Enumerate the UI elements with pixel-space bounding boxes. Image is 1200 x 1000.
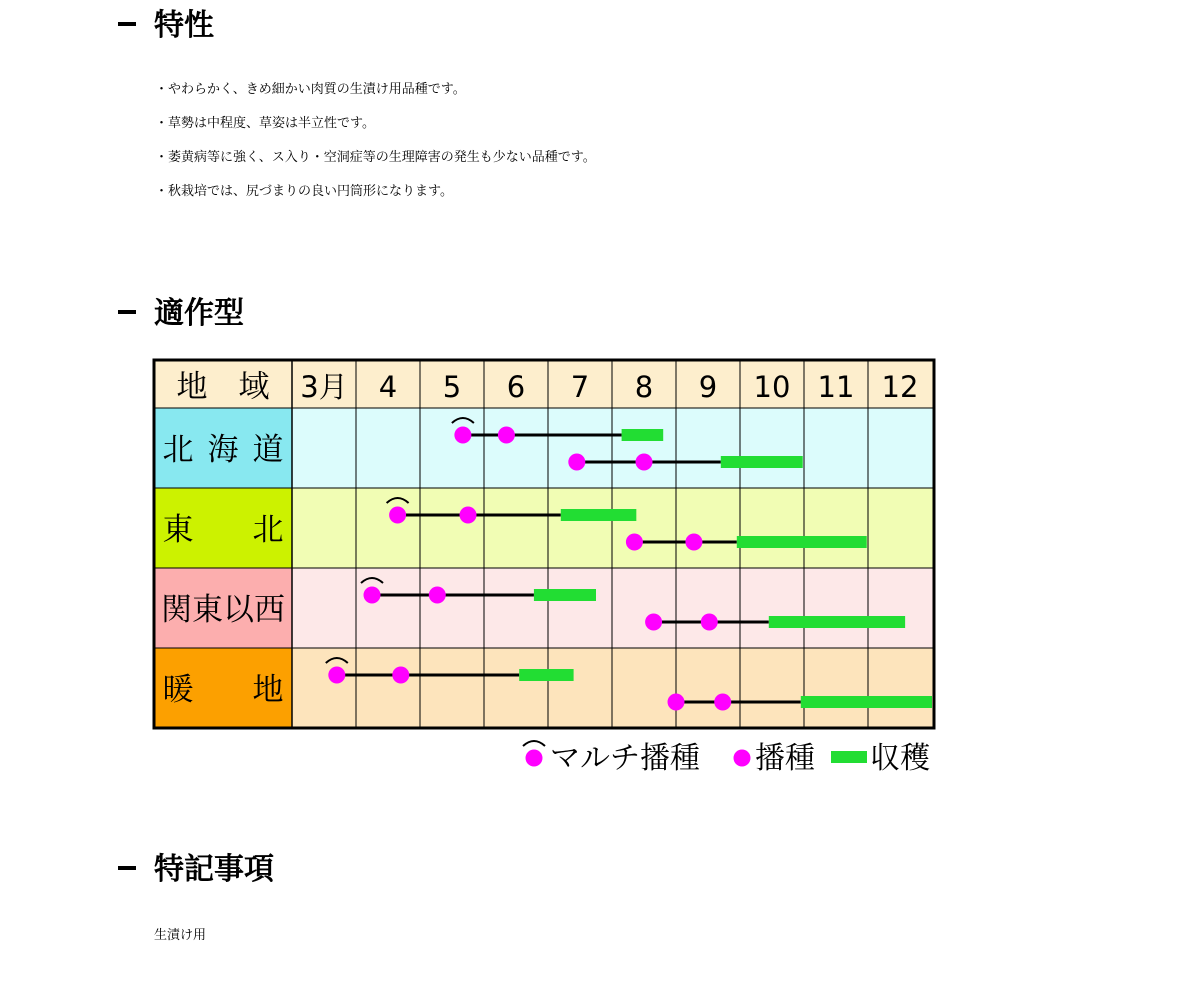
legend-label: 播種 [755,741,815,776]
region-row-bg [292,648,934,728]
month-label: 8 [634,370,654,404]
characteristics-list [155,78,596,214]
cropping-heading [118,294,244,334]
month-label: 10 [753,370,791,404]
sowing-point [626,534,643,551]
harvest-bar [721,456,803,468]
harvest-bar [769,616,905,628]
region-label: 海 [207,432,239,468]
notes-text: 生漬け用 [154,928,207,943]
region-row-bg [292,568,934,648]
sowing-point [429,587,446,604]
sowing-point [498,427,515,444]
month-label: 4 [378,370,398,404]
sowing-point [460,507,477,524]
region-label: 暖 [162,672,194,708]
header-label: 地 域 [176,369,270,405]
sowing-point [636,454,653,471]
list-item: ・秋栽培では、尻づまりの良い円筒形になります。 [155,184,453,199]
region-row-bg [292,488,934,568]
harvest-bar [534,589,596,601]
legend-harvest-bar [831,751,867,763]
heading-dash [118,310,136,314]
sowing-point [701,614,718,631]
harvest-bar [622,429,664,441]
heading-dash [118,22,136,26]
month-label: 6 [506,370,526,404]
sowing-point [645,614,662,631]
legend-label: マルチ播種 [550,741,700,776]
notes-heading [118,850,274,890]
harvest-bar [801,696,932,708]
month-label: 5 [442,370,462,404]
harvest-bar [519,669,573,681]
legend-label: 収穫 [870,741,930,776]
list-item: ・やわらかく、きめ細かい肉質の生漬け用品種です。 [155,82,466,97]
month-label: 7 [570,370,590,404]
sowing-point [568,454,585,471]
sowing-point [392,667,409,684]
legend-mulch-dot [526,750,543,767]
sowing-point [714,694,731,711]
sowing-point [364,587,381,604]
cropping-title: 適作型 [154,296,244,331]
region-row-bg [292,408,934,488]
harvest-bar [561,509,637,521]
legend-sow-dot [734,750,751,767]
region-label: 東 [162,512,194,548]
list-item: ・草勢は中程度、草姿は半立性です。 [155,116,375,131]
month-label: 3月 [300,370,348,404]
characteristics-title: 特性 [154,8,214,43]
harvest-bar [737,536,867,548]
region-label: 北 [252,512,284,548]
sowing-point [685,534,702,551]
sowing-point [389,507,406,524]
sowing-point [328,667,345,684]
sowing-point [668,694,685,711]
cropping-schedule-chart [152,358,938,776]
characteristics-heading [118,6,214,46]
month-label: 9 [698,370,718,404]
month-label: 11 [817,370,855,404]
region-label: 地 [252,672,284,708]
sowing-point [454,427,471,444]
region-label: 関東以西 [161,592,285,628]
region-label: 北 [162,432,194,468]
notes-title: 特記事項 [154,852,274,887]
legend-mulch-icon [523,741,545,746]
month-label: 12 [881,370,919,404]
heading-dash [118,866,136,870]
list-item: ・萎黄病等に強く、ス入り・空洞症等の生理障害の発生も少ない品種です。 [155,150,596,165]
region-label: 道 [252,432,284,468]
